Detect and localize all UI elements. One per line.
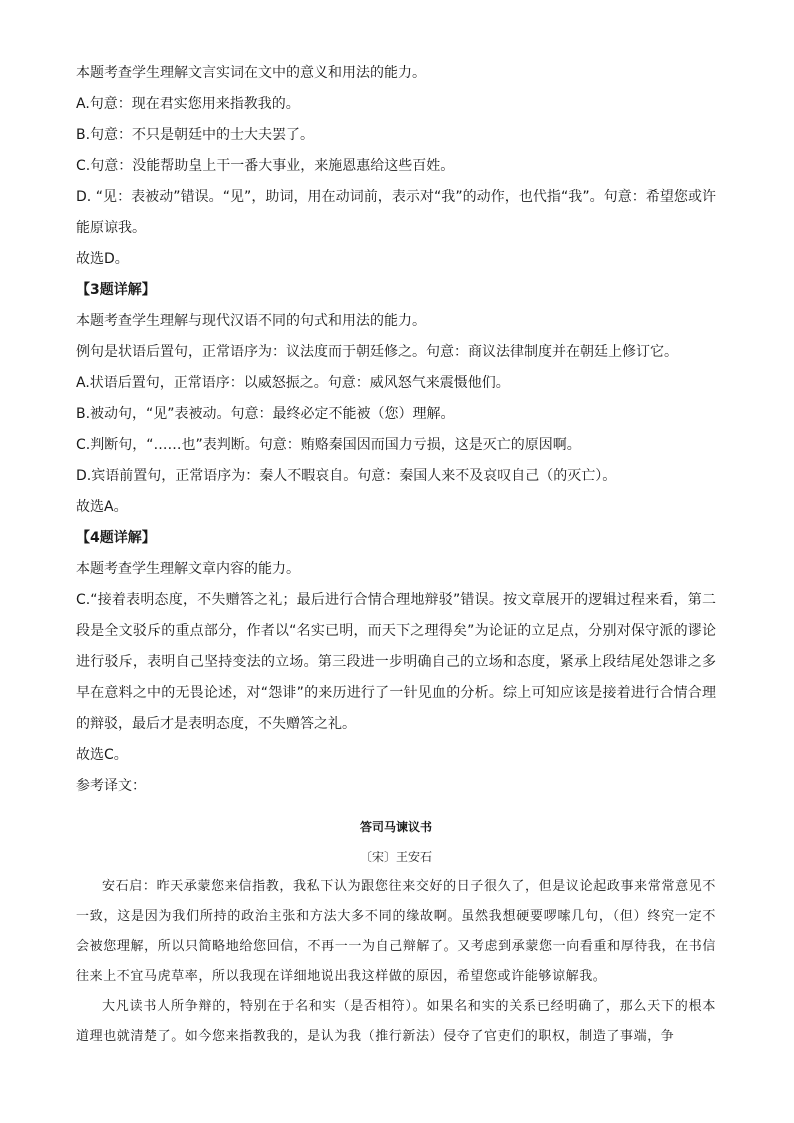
translation-paragraph: 安石启：昨天承蒙您来信指教，我私下认为跟您往来交好的日子很久了，但是议论起政事来常常意见不一致，这是因为我们所持的政治主张和方法大多不同的缘故啊。虽然我想硬要啰嗦几句，（但）终究一定不会被您理解，所以只简略地给您回信，不再一一为自己辩解了。又考虑到承蒙您一向看重和厚待我，在书信往来上不宜马虎草率，所以我现在详细地说出我这样做的原因，希望您或许能够谅解我。: [76, 879, 716, 984]
translation-title: 答司马谏议书: [359, 820, 432, 834]
option-b-line: B.句意：不只是朝廷中的士大夫罢了。: [76, 127, 315, 143]
option-a-line: A.状语后置句，正常语序：以威怒振之。句意：威风怒气来震慑他们。: [76, 375, 510, 391]
section-heading-q3: 【3题详解】: [76, 282, 156, 298]
section-heading-q4: 【4题详解】: [76, 530, 156, 546]
answer-line: 故选A。: [76, 499, 128, 515]
text-line: 例句是状语后置句，正常语序为：议法度而于朝廷修之。句意：商议法律制度并在朝廷上修订它。: [76, 344, 678, 360]
answer-line: 故选D。: [76, 251, 129, 267]
option-b-line: B.被动句，“见”表被动。句意：最终必定不能被（您）理解。: [76, 406, 455, 422]
reference-label: 参考译文：: [76, 778, 146, 794]
option-c-line: C.句意：没能帮助皇上干一番大事业，来施恩惠给这些百姓。: [76, 158, 455, 174]
document-body: [76, 58, 716, 1052]
analysis-paragraph: C.“接着表明态度，不失赠答之礼；最后进行合情合理地辩驳”错误。按文章展开的逻辑过程来看，第二段是全文驳斥的重点部分，作者以“名实已明，而天下之理得矣”为论证的立足点，分别对保守派的谬论进行驳斥，表明自己坚持变法的立场。第三段进一步明确自己的立场和态度，紧承上段结尾处怨诽之多早在意料之中的无畏论述，对“怨诽”的来历进行了一针见血的分析。综上可知应该是接着进行合情合理的辩驳，最后才是表明态度，不失赠答之礼。: [76, 592, 716, 732]
option-a-line: A.句意：现在君实您用来指教我的。: [76, 96, 300, 112]
answer-line: 故选C。: [76, 747, 128, 763]
translation-author: 〔宋〕王安石: [359, 850, 432, 864]
text-line: 本题考查学生理解与现代汉语不同的句式和用法的能力。: [76, 313, 426, 329]
option-d-line: D.宾语前置句，正常语序为：秦人不暇哀自。句意：秦国人来不及哀叹自己（的灭亡）。: [76, 468, 617, 484]
text-line: 本题考查学生理解文章内容的能力。: [76, 561, 300, 577]
translation-paragraph: 大凡读书人所争辩的，特别在于名和实（是否相符）。如果名和实的关系已经明确了，那么天下的根本道理也就清楚了。如今您来指教我的，是认为我（推行新法）侵夺了官吏们的职权，制造了事端，争: [76, 999, 716, 1044]
option-d-paragraph: D. “见：表被动”错误。“见”，助词，用在动词前，表示对“我”的动作，也代指“我”。句意：希望您或许能原谅我。: [76, 189, 716, 236]
text-line: 本题考查学生理解文言实词在文中的意义和用法的能力。: [76, 65, 426, 81]
option-c-line: C.判断句，“……也”表判断。句意：贿赂秦国因而国力亏损，这是灭亡的原因啊。: [76, 437, 581, 453]
